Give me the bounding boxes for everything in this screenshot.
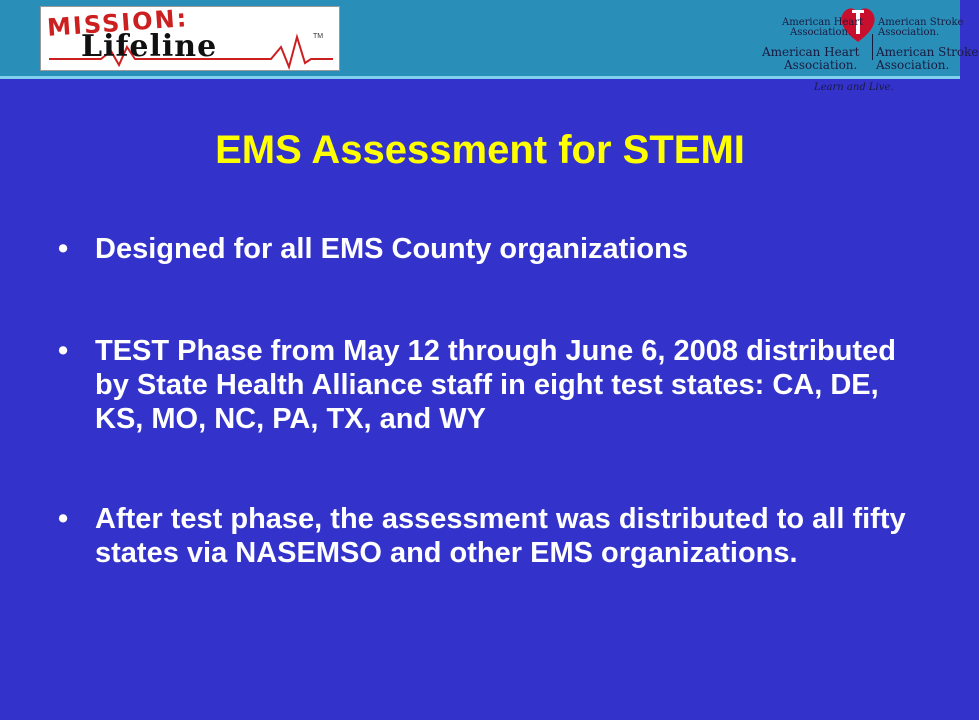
logo-lifeline-text: Lifeline bbox=[81, 29, 218, 64]
aha-heart-name: American Heart Association. bbox=[762, 45, 860, 72]
mission-lifeline-logo bbox=[40, 6, 340, 71]
logo-trademark: TM bbox=[313, 33, 324, 40]
bullet-text: TEST Phase from May 12 through June 6, 2008 distributed by State Health Alliance staff in eight test states: CA, DE, KS, MO, NC, PA, TX, and WY bbox=[95, 335, 896, 435]
bullet-marker: • bbox=[58, 233, 69, 265]
bullet-item bbox=[58, 502, 918, 570]
bullet-marker: • bbox=[58, 503, 69, 535]
bullet-text: Designed for all EMS County organizations bbox=[95, 233, 688, 265]
aha-logo bbox=[760, 0, 979, 100]
aha-stroke-name-small: American Stroke Association. bbox=[878, 17, 964, 38]
bullet-list bbox=[58, 232, 918, 570]
bullet-marker: • bbox=[58, 335, 69, 367]
aha-heart-name-small: American Heart Association. bbox=[782, 17, 864, 38]
bullet-item bbox=[58, 334, 918, 436]
bullet-item bbox=[58, 232, 918, 266]
aha-tagline: Learn and Live. bbox=[814, 82, 894, 93]
aha-stroke-name: American Stroke Association. bbox=[876, 45, 979, 72]
aha-separator bbox=[872, 34, 873, 60]
bullet-text: After test phase, the assessment was distributed to all fifty states via NASEMSO and other EMS organizations. bbox=[95, 503, 906, 569]
logo-mission-text: MISSION: bbox=[46, 4, 190, 42]
slide-title: EMS Assessment for STEMI bbox=[215, 128, 745, 172]
